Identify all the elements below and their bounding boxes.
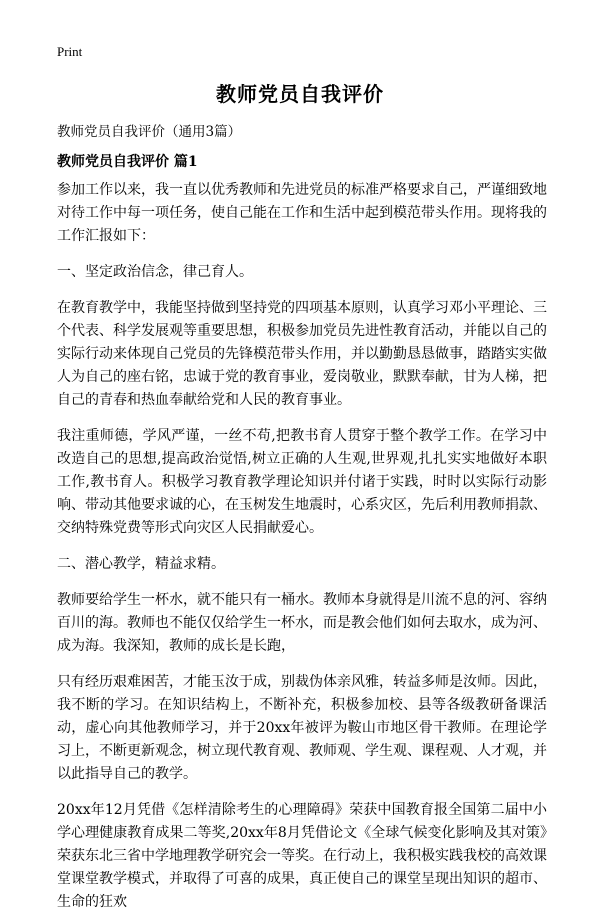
paragraph: 教师要给学生一杯水，就不能只有一桶水。教师本身就得是川流不息的河、容纳百川的海。教师也不能仅仅给学生一杯水，而是教会他们如何去取水，成为河、成为海。我深知，教师的成长是长跑， [57, 592, 547, 654]
document-body [57, 179, 547, 914]
document-subtitle: 教师党员自我评价（通用3篇） [57, 124, 242, 140]
paragraph-heading-1: 一、坚定政治信念，律己育人。 [57, 264, 253, 280]
paragraph: 在教育教学中，我能坚持做到坚持党的四项基本原则，认真学习邓小平理论、三个代表、科学发展观等重要思想，积极参加党员先进性教育活动，并能以自己的实际行动来体现自己党员的先锋模范带头作用，并以勤勤恳恳做事，踏踏实实做人为自己的座右铭，忠诚于党的教育事业，爱岗敬业，默默奉献，甘为人梯，把自己的青春和热血奉献给党和人民的教育事业。 [57, 300, 547, 408]
paragraph-intro: 参加工作以来，我一直以优秀教师和先进党员的标准严格要求自己，严谨细致地对待工作中每一项任务，使自己能在工作和生活中起到模范带头作用。现将我的工作汇报如下： [57, 182, 547, 244]
paragraph: 我注重师德，学风严谨，一丝不苟,把教书育人贯穿于整个教学工作。在学习中改造自己的思想,提高政治觉悟,树立正确的人生观,世界观,扎扎实实地做好本职工作,教书育人。积极学习教育教学理论知识并付诸于实践，时时以实际行动影响、带动其他要求诚的心，在玉树发生地震时，心系灾区，先后利用教师捐款、交纳特殊党费等形式向灾区人民捐献爱心。 [57, 428, 547, 536]
section-heading: 教师党员自我评价 篇1 [57, 154, 198, 170]
paragraph: 只有经历艰难困苦，才能玉汝于成，别裁伪体亲风雅，转益多师是汝师。因此，我不断的学习。在知识结构上，不断补充，积极参加校、县等各级教研备课活动，虚心向其他教师学习，并于20xx年被评为鞍山市地区骨干教师。在理论学习上，不断更新观念，树立现代教育观、教师观、学生观、课程观、人才观，并以此指导自己的教学。 [57, 674, 547, 782]
print-link[interactable]: Print [57, 44, 83, 59]
paragraph: 20xx年12月凭借《怎样清除考生的心理障碍》荣获中国教育报全国第二届中小学心理健康教育成果二等奖,20xx年8月凭借论文《全球气候变化影响及其对策》荣获东北三省中学地理教学研究会一等奖。在行动上，我积极实践我校的高效课堂课堂教学模式，并取得了可喜的成果，真正使自己的课堂呈现出知识的超市、生命的狂欢 [57, 802, 547, 910]
page-title: 教师党员自我评价 [216, 82, 384, 106]
paragraph-heading-2: 二、潜心教学，精益求精。 [57, 556, 225, 572]
